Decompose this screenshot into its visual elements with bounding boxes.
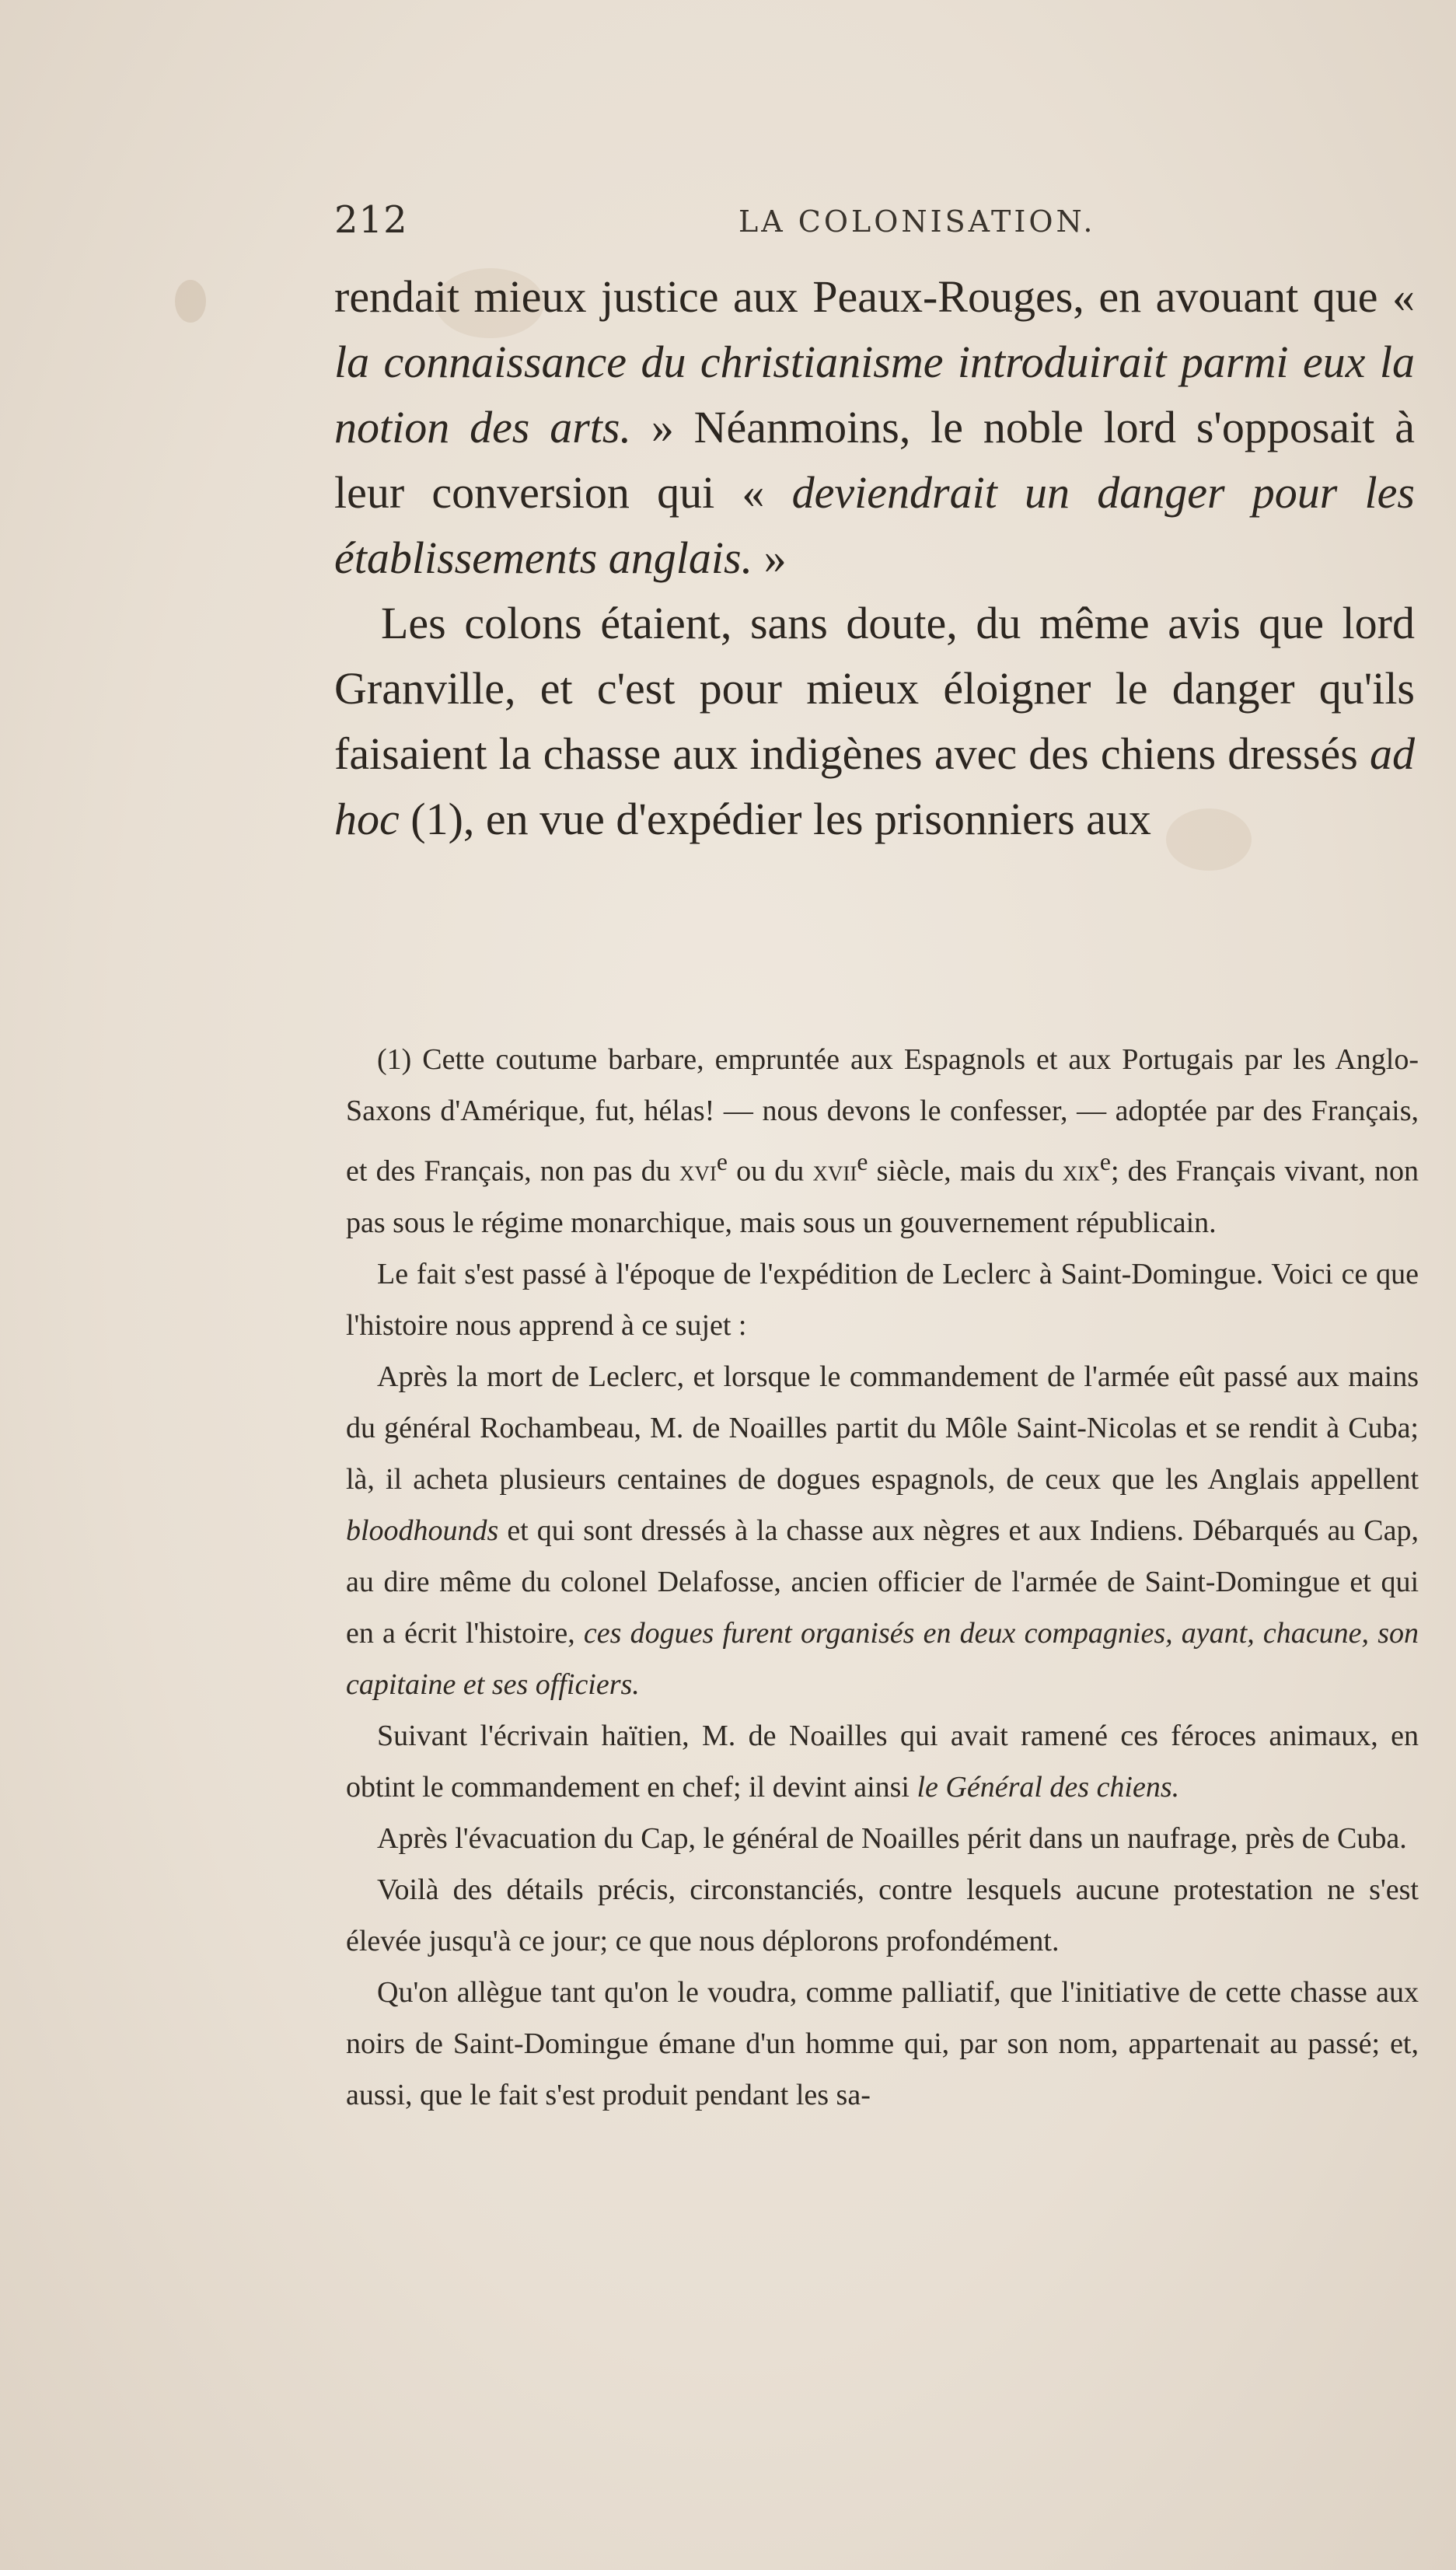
footnote-paragraph: Le fait s'est passé à l'époque de l'expédition de Leclerc à Saint-Domingue. Voici ce que l'histoire nous apprend à ce sujet : xyxy=(346,1257,1419,1342)
foxing-stain xyxy=(175,280,206,323)
footnote-paragraph: Suivant l'écrivain haïtien, M. de Noailles qui avait ramené ces féroces animaux, en obtint le commandement en chef; il devint ainsi le Général des chiens. xyxy=(346,1719,1419,1804)
footnote-block xyxy=(346,1034,1419,2121)
footnote-1: (1) Cette coutume barbare, empruntée aux Espagnols et aux Portugais par les Anglo-Saxons d'Amérique, fut, hélas! — nous devons le confesser, — adoptée par des Français, et des Français, non pas du xvi$^e$ ou du xvii$^e$ siècle, mais du xix$^e$; des Français vivant, non pas sous le régime monarchique, mais sous un gouvernement républicain. xyxy=(346,1043,1419,1239)
quote-italic: la connaissance du christianisme introduirait parmi eux la notion des arts. xyxy=(334,337,1415,452)
footnote-paragraph: Qu'on allègue tant qu'on le voudra, comme palliatif, que l'initiative de cette chasse aux noirs de Saint-Domingue émane d'un homme qui, par son nom, appartenait au passé; et, aussi, que le fait s'est produit pendant les sa- xyxy=(346,1975,1419,2111)
quote-italic: deviendrait un danger pour les établissements anglais. xyxy=(334,467,1415,583)
main-text xyxy=(334,264,1415,852)
footnote-paragraph: Après la mort de Leclerc, et lorsque le commandement de l'armée eût passé aux mains du général Rochambeau, M. de Noailles partit du Môle Saint-Nicolas et se rendit à Cuba; là, il acheta plusieurs centaines de dogues espagnols, de ceux que les Anglais appellent bloodhounds et qui sont dressés à la chasse aux nègres et aux Indiens. Débarqués au Cap, au dire même du colonel Delafosse, ancien officier de l'armée de Saint-Domingue et qui en a écrit l'histoire, ces dogues furent organisés en deux compagnies, ayant, chacune, son capitaine et ses officiers. xyxy=(346,1360,1419,1701)
paragraph-1: rendait mieux justice aux Peaux-Rouges, en avouant que « la connaissance du christianisme introduirait parmi eux la notion des arts. » Néanmoins, le noble lord s'opposait à leur conversion qui « deviendrait un danger pour les établissements anglais. » xyxy=(334,271,1415,583)
footnote-paragraph: Voilà des détails précis, circonstanciés, contre lesquels aucune protestation ne s'est élevée jusqu'à ce jour; ce que nous déplorons profondément. xyxy=(346,1873,1419,1957)
running-title: LA COLONISATION. xyxy=(738,204,1096,239)
page-header xyxy=(334,198,1430,245)
latin-phrase: ad hoc xyxy=(334,728,1415,844)
footnote-paragraph: Après l'évacuation du Cap, le général de Noailles périt dans un naufrage, près de Cuba. xyxy=(377,1821,1407,1855)
paragraph-2: Les colons étaient, sans doute, du même avis que lord Granville, et c'est pour mieux éloigner le danger qu'ils faisaient la chasse aux indigènes avec des chiens dressés ad hoc (1), en vue d'expédier les prisonniers aux xyxy=(334,598,1415,844)
page-number: 212 xyxy=(334,198,408,242)
